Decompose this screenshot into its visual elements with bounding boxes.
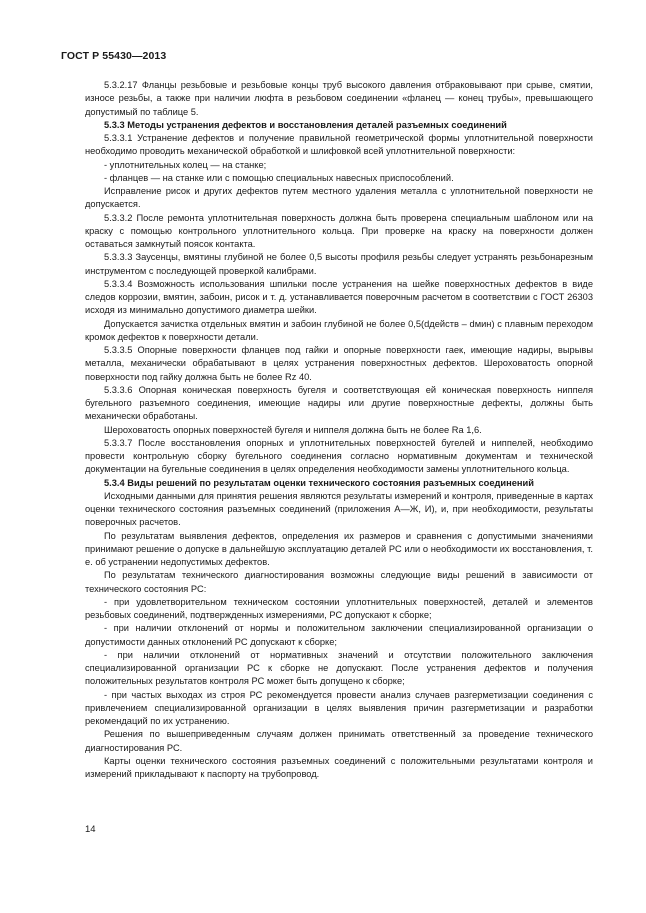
section-heading-5-3-3: 5.3.3 Методы устранения дефектов и восстановления деталей разъемных соединений [104, 119, 507, 130]
paragraph-5-3-3-4: 5.3.3.4 Возможность использования шпильки после устранения на шейке поверхностных дефектов в виде следов коррозии, вмятин, забоин, рисок и т. д. устанавливается поверочным расчетом в соответствии с ГОСТ 26303 исходя из минимально допустимого диаметра шейки. [85, 278, 593, 316]
list-item: - при наличии отклонений от нормы и положительном заключении специализированной организации о допустимости данных отклонений РС допускают к сборке; [85, 623, 593, 647]
paragraph-5-3-3-3: 5.3.3.3 Заусенцы, вмятины глубиной не более 0,5 высоты профиля резьбы следует устранять резьбонарезным инструментом с последующей проверкой калибрами. [85, 252, 593, 276]
paragraph: Решения по вышеприведенным случаям должен принимать ответственный за проведение технического диагностирования РС. [85, 729, 593, 753]
paragraph-5-3-3-7: 5.3.3.7 После восстановления опорных и уплотнительных поверхностей бугелей и ниппелей, необходимо провести контрольную сборку бугельного соединения согласно нормативным документам и технической документации на бугельные соединения в целях определения необходимости замены уплотнительного кольца. [85, 437, 593, 475]
paragraph: Шероховатость опорных поверхностей бугеля и ниппеля должна быть не более Ra 1,6. [104, 424, 482, 435]
paragraph-5-3-3-5: 5.3.3.5 Опорные поверхности фланцев под гайки и опорные поверхности гаек, имеющие надиры, вырывы металла, механически обрабатывают в целях устранения поверхностных дефектов. Шероховатость опорной поверхности под гайку должна быть не более Rz 40. [85, 345, 593, 382]
paragraph: Карты оценки технического состояния разъемных соединений с положительными результатами контроля и измерений прикладывают к паспорту на трубопровод. [85, 755, 593, 779]
paragraph: Допускается зачистка отдельных вмятин и забоин глубиной не более 0,5(dдейств – dмин) с плавным переходом кромок дефектов к поверхности детали. [85, 318, 593, 342]
page-number: 14 [85, 824, 96, 835]
paragraph-5-3-3-6: 5.3.3.6 Опорная коническая поверхность бугеля и соответствующая ей коническая поверхность ниппеля бугельного разъемного соединения, имеющие надиры или другие поверхностные дефекты, должны быть механически обработаны. [85, 384, 593, 422]
paragraph: По результатам выявления дефектов, определения их размеров и сравнения с допустимыми значениями принимают решение о допуске в дальнейшую эксплуатацию деталей РС или о необходимости их восстановления, т. е. об устранении недопустимых дефектов. [85, 530, 593, 567]
list-item: - фланцев — на станке или с помощью специальных навесных приспособлений. [104, 172, 454, 183]
paragraph-5-3-3-2: 5.3.3.2 После ремонта уплотнительная поверхность должна быть проверена специальным шаблоном или на краску с помощью контрольного уплотнительного кольца. При проверке на краску на поверхности должен оставаться замкнутый поясок контакта. [85, 212, 593, 249]
paragraph-5-3-3-1: 5.3.3.1 Устранение дефектов и получение правильной геометрической формы уплотнительной поверхности необходимо проводить механической обработкой и шлифовкой всей уплотнительной поверхности: [85, 133, 593, 157]
list-item: - при удовлетворительном техническом состоянии уплотнительных поверхностей, деталей и элементов резьбовых соединений, подтвержденных измерениями, РС допускают к сборке; [85, 596, 593, 620]
list-item: - при частых выходах из строя РС рекомендуется провести анализ случаев разгерметизации соединения с привлечением специализированной организации в целях выявления причин разгерметизации и разработки рекомендаций по их устранению. [85, 689, 593, 726]
page-body [85, 79, 593, 781]
document-code: ГОСТ Р 55430—2013 [61, 50, 167, 62]
paragraph-5-3-2-17: 5.3.2.17 Фланцы резьбовые и резьбовые концы труб высокого давления отбраковывают при срыве, смятии, износе резьбы, а также при наличии люфта в резьбовом соединении «фланец — конец трубы», превышающего допустимый по таблице 5. [85, 80, 593, 117]
paragraph: Исходными данными для принятия решения являются результаты измерений и контроля, приведенные в картах оценки технического состояния разъемных соединений (приложения А—Ж, И), и, при необходимости, результаты поверочных расчетов. [85, 490, 593, 528]
list-item: - уплотнительных колец — на станке; [104, 159, 267, 170]
list-item: - при наличии отклонений от нормативных значений и отсутствии положительного заключения специализированной организации РС к сборке не допускают. После устранения дефектов и получения положительных результатов контроля РС может быть допущено к сборке; [85, 649, 593, 687]
paragraph: По результатам технического диагностирования возможны следующие виды решений в зависимости от технического состояния РС: [85, 570, 593, 594]
paragraph: Исправление рисок и других дефектов путем местного удаления металла с уплотнительной поверхности не допускается. [85, 186, 593, 210]
section-heading-5-3-4: 5.3.4 Виды решений по результатам оценки технического состояния разъемных соединений [104, 477, 534, 488]
